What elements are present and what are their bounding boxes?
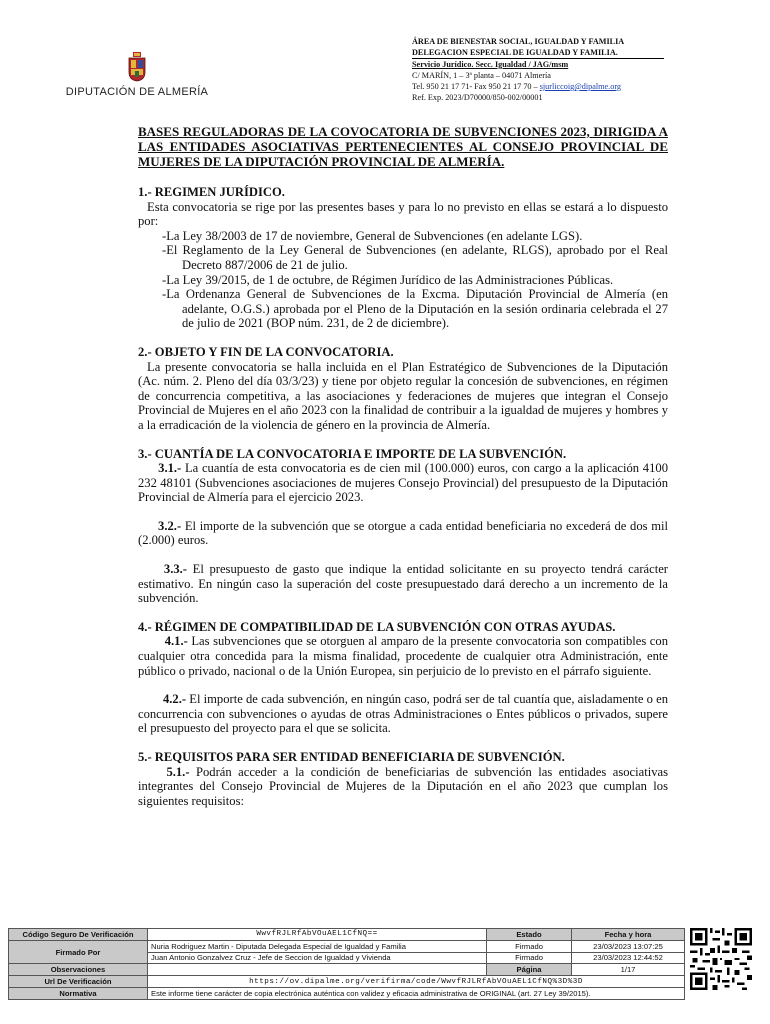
logo-text: DIPUTACIÓN DE ALMERÍA xyxy=(65,86,209,98)
qr-code-icon[interactable] xyxy=(690,928,752,990)
delegacion-name: DELEGACION ESPECIAL DE IGUALDAD Y FAMILIA. xyxy=(412,47,664,59)
address: C/ MARÍN, 1 – 3ª planta – 04071 Almería xyxy=(412,71,551,80)
normativa-label: Normativa xyxy=(9,987,148,999)
signer-status: Firmado xyxy=(487,940,572,952)
legal-item: -La Ordenanza General de Subvenciones de la Excma. Diputación Provincial de Almería (en adelante, O.G.S.) aprobada por el Pleno de la Diputación en la sesión ordinaria celebrada el 27 de julio de 2021 (BOP núm. 231, de 2 de diciembre). xyxy=(162,287,668,331)
clause-text: El importe de la subvención que se otorgue a cada entidad beneficiaria no excederá de dos mil (2.000) euros. xyxy=(138,518,668,548)
observaciones-value xyxy=(148,964,487,976)
clause-number: 3.2.- xyxy=(158,518,182,533)
email-link[interactable]: sjurliccoig@dipalme.org xyxy=(539,82,621,91)
document-title: BASES REGULADORAS DE LA COVOCATORIA DE SUBVENCIONES 2023, DIRIGIDA A LAS ENTIDADES ASOCIATIVAS PERTENECIENTES AL CONSEJO PROVINCIAL DE MUJERES DE LA DIPUTACIÓN PROVINCIAL DE ALMERÍA. xyxy=(138,124,668,169)
legal-item: -El Reglamento de la Ley General de Subvenciones (en adelante, RLGS), aprobado por el Real Decreto 887/2006 de 21 de julio. xyxy=(162,243,668,272)
document-body xyxy=(138,124,668,808)
area-name: ÁREA DE BIENESTAR SOCIAL, IGUALDAD Y FAMILIA xyxy=(412,37,625,46)
section-1-heading: 1.- REGIMEN JURÍDICO. xyxy=(138,185,285,199)
section-4-heading: 4.- RÉGIMEN DE COMPATIBILIDAD DE LA SUBVENCIÓN CON OTRAS AYUDAS. xyxy=(138,619,616,634)
servicio-name: Servicio Jurídico. Secc. Igualdad / JAG/msm xyxy=(412,60,569,69)
signer-date: 23/03/2023 12:44:52 xyxy=(572,952,685,964)
pagina-label: Página xyxy=(487,964,572,976)
table-row xyxy=(9,976,685,988)
observaciones-label: Observaciones xyxy=(9,964,148,976)
clause-text: Las subvenciones que se otorguen al amparo de la presente convocatoria son compatibles con cualquier otra concedida para la misma finalidad, procedente de cualquier otra Administración, ente público o privado, nacional o de la Unión Europea, sin perjuicio de lo previsto en el párrafo siguiente. xyxy=(138,634,668,678)
normativa-value: Este informe tiene carácter de copia electrónica auténtica con validez y eficacia administrativa de ORIGINAL (art. 27 Ley 39/2015). xyxy=(148,987,685,999)
url-label: Url De Verificación xyxy=(9,976,148,988)
section-3-1 xyxy=(138,461,668,505)
signer-name: Juan Antonio Gonzalvez Cruz - Jefe de Seccion de Igualdad y Vivienda xyxy=(148,952,487,964)
fecha-header: Fecha y hora xyxy=(572,929,685,941)
clause-number: 5.1.- xyxy=(166,764,190,779)
section-3-heading: 3.- CUANTÍA DE LA CONVOCATORIA E IMPORTE DE LA SUBVENCIÓN. xyxy=(138,446,567,461)
section-5-1 xyxy=(138,765,668,809)
estado-header: Estado xyxy=(487,929,572,941)
reference: Ref. Exp. 2023/D70000/850-002/00001 xyxy=(412,93,543,102)
section-3-3 xyxy=(138,562,668,606)
diputacion-logo xyxy=(62,52,212,98)
table-row xyxy=(9,940,685,952)
signer-status: Firmado xyxy=(487,952,572,964)
section-5-heading: 5.- REQUISITOS PARA SER ENTIDAD BENEFICIARIA DE SUBVENCIÓN. xyxy=(138,750,565,764)
clause-number: 4.2.- xyxy=(162,692,187,707)
phone-fax: Tel. 950 21 17 71- Fax 950 21 17 70 – xyxy=(412,82,540,91)
signer-date: 23/03/2023 13:07:25 xyxy=(572,940,685,952)
table-row xyxy=(9,987,685,999)
pagina-value: 1/17 xyxy=(572,964,685,976)
csv-label: Código Seguro De Verificación xyxy=(9,929,148,941)
clause-text: Podrán acceder a la condición de beneficiarias de subvención las entidades asociativas integrantes del Consejo Provincial de Mujeres de la Diputación en el año 2023 que cumplan los siguientes requisitos: xyxy=(138,764,668,808)
clause-number: 4.1.- xyxy=(164,634,188,649)
table-row xyxy=(9,929,685,941)
coat-of-arms-icon xyxy=(127,52,147,82)
letterhead xyxy=(412,36,664,103)
legal-item: -La Ley 38/2003 de 17 de noviembre, General de Subvenciones (en adelante LGS). xyxy=(162,228,583,243)
clause-text: El importe de cada subvención, en ningún caso, podrá ser de tal cuantía que, aisladamente o en concurrencia con subvenciones o ayudas de otras Administraciones o Entes públicos o privados, supere el presupuesto del proyecto para el que se solicita. xyxy=(138,692,668,736)
clause-text: El presupuesto de gasto que indique la entidad solicitante en su proyecto tendrá carácter estimativo. En ningún caso la superación del coste presupuestado dará derecho a un incremento de la subvención. xyxy=(138,562,668,606)
firmado-label: Firmado Por xyxy=(9,940,148,964)
contact-line xyxy=(412,81,664,92)
section-2-heading: 2.- OBJETO Y FIN DE LA CONVOCATORIA. xyxy=(138,344,394,359)
section-1-intro: Esta convocatoria se rige por las presentes bases y para lo no previsto en ellas se estará a lo dispuesto por: xyxy=(138,199,668,229)
clause-number: 3.3.- xyxy=(163,562,187,577)
section-2-text: La presente convocatoria se halla incluida en el Plan Estratégico de Subvenciones de la Diputación (Ac. núm. 2. Pleno del día 03/3/23) y tiene por objeto regular la concesión de subvenciones, en régimen de concurrencia competitiva, a las asociaciones y federaciones de mujeres que integran el Consejo Provincial de Mujeres en el año 2023 con la finalidad de contribuir a la igualdad de mujeres y hombres y a la erradicación de la violencia de género en la provincia de Almería. xyxy=(138,359,668,432)
section-3-2 xyxy=(138,519,668,548)
legal-item: -La Ley 39/2015, de 1 de octubre, de Régimen Jurídico de las Administraciones Públicas. xyxy=(162,272,614,287)
section-4-1 xyxy=(138,634,668,678)
signature-verification-table xyxy=(8,928,685,1000)
csv-value: WwvfRJLRfAbVOuAEL1CfNQ== xyxy=(148,929,487,941)
section-4-2 xyxy=(138,692,668,736)
verification-url[interactable]: https://ov.dipalme.org/verifirma/code/WwvfRJLRfAbVOuAEL1CfNQ%3D%3D xyxy=(148,976,685,988)
table-row xyxy=(9,964,685,976)
clause-text: La cuantía de esta convocatoria es de cien mil (100.000) euros, con cargo a la aplicación 4100 232 48101 (Subvenciones asociaciones de mujeres Consejo Provincial) del presupuesto de la Diputación Provincial de Almería para el ejercicio 2023. xyxy=(138,461,668,505)
clause-number: 3.1.- xyxy=(158,461,182,476)
signer-name: Nuria Rodriguez Martin - Diputada Delegada Especial de Igualdad y Familia xyxy=(148,940,487,952)
